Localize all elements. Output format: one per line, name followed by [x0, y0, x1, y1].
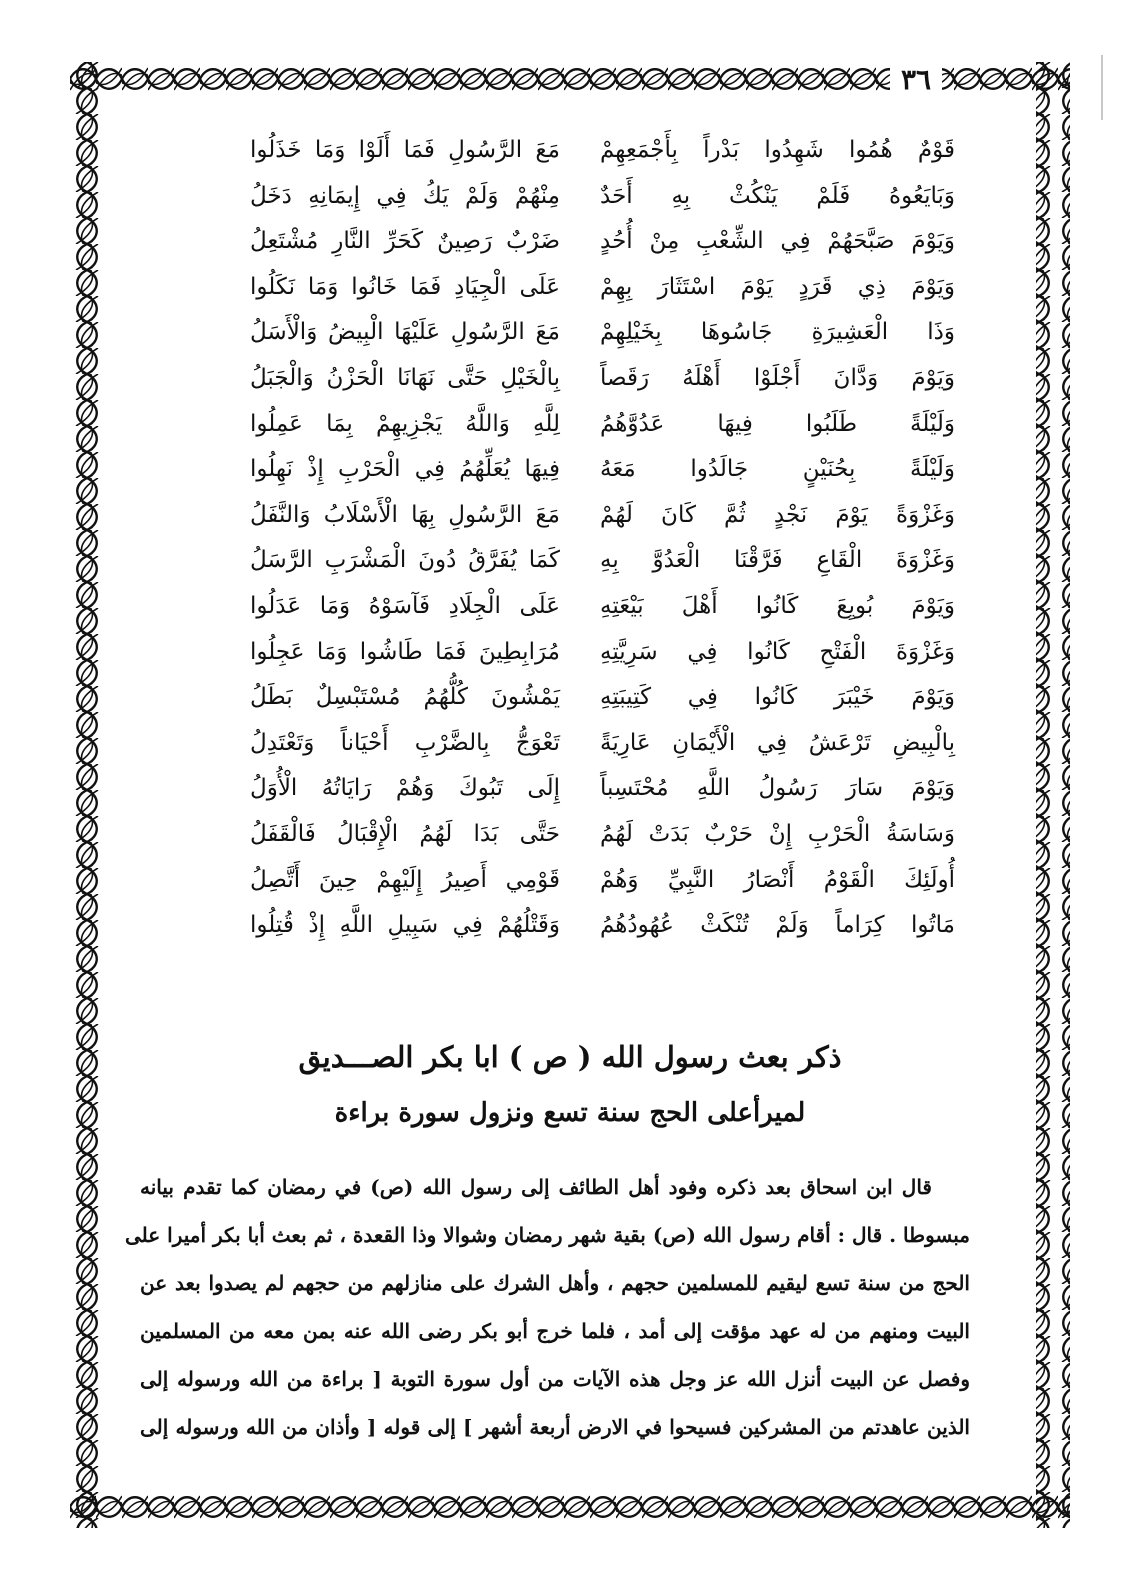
verse: [175, 402, 955, 448]
verse-first-hemistich: وَسَاسَةُ الْحَرْبِ إِنْ حَرْبٌ بَدَتْ لَهُمُ: [600, 820, 955, 847]
verse-second-hemistich: قَوْمِي أَصِيرُ إِلَيْهِمْ حِينَ أَتَّصِلُ: [250, 866, 560, 893]
prose-line: البيت ومنهم من له عهد مؤقت إلى أمد ، فلما خرج أبو بكر رضى الله عنه بمن معه من المسلمين: [140, 1319, 970, 1343]
prose-paragraph: [124, 1163, 970, 1451]
prose-line: الحج من سنة تسع ليقيم للمسلمين حجهم ، وأهل الشرك على منازلهم من حجهم لم يصدوا بعد عن: [140, 1271, 970, 1295]
verse-first-hemistich: قَوْمٌ هُمُوا شَهِدُوا بَدْراً بِأَجْمَعِهِمْ: [600, 137, 955, 163]
verse-second-hemistich: لِلَّهِ وَاللَّهُ يَجْزِيهِمْ بِمَا عَمِلُوا: [250, 410, 560, 437]
verse: [175, 493, 955, 539]
verse: [175, 584, 955, 630]
verse: [175, 356, 955, 402]
verse: [175, 675, 955, 721]
verse-first-hemistich: وَيَوْمَ بُويِعَ كَانُوا أَهْلَ بَيْعَتِهِ: [600, 592, 955, 619]
verse-second-hemistich: ضَرْبٌ رَصِينٌ كَحَرِّ النَّارِ مُشْتَعِلُ: [250, 228, 560, 255]
verse-second-hemistich: تَعْوَجُّ بِالضَّرْبِ أَحْيَاناً وَتَعْتَدِلُ: [250, 729, 560, 756]
verse: [175, 538, 955, 584]
verse: [175, 630, 955, 676]
verse: [175, 858, 955, 904]
verse-first-hemistich: وَذَا الْعَشِيرَةِ جَاسُوهَا بِخَيْلِهِمْ: [600, 319, 955, 346]
prose-line: قال ابن اسحاق بعد ذكره وفود أهل الطائف إلى رسول الله (ص) في رمضان كما تقدم بيانه: [140, 1175, 932, 1199]
verse: [175, 265, 955, 311]
verse: [175, 447, 955, 493]
verse-first-hemistich: وَيَوْمَ ذِي قَرَدٍ يَوْمَ اسْتَثَارَ بِهِمْ: [600, 273, 955, 300]
verse-second-hemistich: عَلَى الْجِلَادِ فَآسَوْهُ وَمَا عَدَلُوا: [250, 592, 560, 619]
poem: [175, 128, 955, 949]
margin-mark: [1101, 55, 1103, 120]
verse-first-hemistich: وَيَوْمَ وَدَّانَ أَجْلَوْا أَهْلَهُ رَقَصاً: [600, 364, 955, 391]
section-subheading: لميرأعلى الحج سنة تسع ونزول سورة براءة: [334, 1098, 806, 1128]
verse-first-hemistich: وَيَوْمَ خَيْبَرَ كَانُوا فِي كَتِيبَتِهِ: [600, 684, 955, 711]
verse-second-hemistich: عَلَى الْجِيَادِ فَمَا خَانُوا وَمَا نَكَلُوا: [250, 273, 560, 300]
verse: [175, 721, 955, 767]
verse-first-hemistich: وَغَزْوَةً يَوْمَ نَجْدٍ ثُمَّ كَانَ لَهُمْ: [600, 501, 955, 528]
verse-second-hemistich: مِنْهُمْ وَلَمْ يَكُ فِي إِيمَانِهِ دَخَلُ: [250, 182, 560, 209]
verse: [175, 310, 955, 356]
verse-first-hemistich: وَيَوْمَ سَارَ رَسُولُ اللَّهِ مُحْتَسِباً: [600, 775, 955, 802]
verse-second-hemistich: حَتَّى بَدَا لَهُمُ الْإِقْبَالُ فَالْقَفَلُ: [250, 820, 560, 847]
verse-first-hemistich: وَغَزْوَةَ الْقَاعِ فَرَّقْنَا الْعَدُوَّ بِهِ: [600, 547, 955, 574]
section-heading: ذكر بعث رسول الله ( ص ) ابا بكر الصـــديق: [298, 1040, 842, 1074]
verse-second-hemistich: كَمَا يُفَرَّقُ دُونَ الْمَشْرَبِ الرَّسَلُ: [250, 547, 560, 574]
verse-second-hemistich: إِلَى تَبُوكَ وَهُمْ رَايَاتُهُ الْأُوَلُ: [250, 775, 560, 802]
prose-line: وفصل عن البيت أنزل الله عز وجل هذه الآيات من أول سورة التوبة [ براءة من الله ورسوله إلى: [140, 1367, 970, 1391]
verse: [175, 128, 955, 174]
verse-second-hemistich: مَعَ الرَّسُولِ بِهَا الْأَسْلَابُ وَالنَّفَلُ: [250, 501, 560, 528]
prose-line: الذين عاهدتم من المشركين فسيحوا في الارض أربعة أشهر ] إلى قوله [ وأذان من الله ورسوله إلى: [140, 1415, 970, 1439]
verse-second-hemistich: مُرَابِطِينَ فَمَا طَاشُوا وَمَا عَجِلُوا: [250, 638, 560, 665]
verse-second-hemistich: يَمْشُونَ كُلُّهُمُ مُسْتَبْسِلٌ بَطَلُ: [250, 684, 560, 711]
verse-first-hemistich: أُولَئِكَ الْقَوْمُ أَنْصَارُ النَّبِيِّ وَهُمْ: [600, 866, 955, 893]
verse-first-hemistich: وَلَيْلَةً طَلَبُوا فِيهَا عَدُوَّهُمُ: [600, 410, 955, 437]
page-number: ٣٦: [890, 62, 942, 98]
verse: [175, 812, 955, 858]
verse-first-hemistich: وَغَزْوَةَ الْفَتْحِ كَانُوا فِي سَرِيَّتِهِ: [600, 638, 955, 665]
verse-first-hemistich: مَاتُوا كِرَاماً وَلَمْ تُنْكَثْ عُهُودُهُمُ: [600, 912, 955, 939]
verse-second-hemistich: مَعَ الرَّسُولِ عَلَيْهَا الْبِيضُ وَالْأَسَلُ: [250, 319, 560, 346]
verse-first-hemistich: وَلَيْلَةً بِحُنَيْنٍ جَالَدُوا مَعَهُ: [600, 456, 955, 483]
verse: [175, 766, 955, 812]
verse-second-hemistich: فِيهَا يُعَلِّهُمُ فِي الْحَرْبِ إِذْ نَهِلُوا: [250, 456, 560, 483]
verse: [175, 903, 955, 949]
verse-first-hemistich: وَيَوْمَ صَبَّحَهُمْ فِي الشِّعْبِ مِنْ أُحُدٍ: [600, 228, 955, 255]
verse-first-hemistich: بِالْبِيضِ تَرْعَشُ فِي الْأَيْمَانِ عَارِيَةً: [600, 729, 955, 756]
verse-second-hemistich: وَقَتْلُهُمْ فِي سَبِيلِ اللَّهِ إِذْ قُتِلُوا: [250, 912, 560, 939]
verse: [175, 174, 955, 220]
verse-second-hemistich: بِالْخَيْلِ حَتَّى نَهَانَا الْحَزْنُ وَالْجَبَلُ: [250, 364, 560, 391]
verse: [175, 219, 955, 265]
prose-line: مبسوطا . قال : أقام رسول الله (ص) بقية شهر رمضان وشوالا وذا القعدة ، ثم بعث أبا بكر أميرا على: [124, 1223, 970, 1247]
verse-second-hemistich: مَعَ الرَّسُولِ فَمَا أَلَوْا وَمَا خَذَلُوا: [250, 137, 560, 163]
verse-first-hemistich: وَبَايَعُوهُ فَلَمْ يَنْكُثْ بِهِ أَحَدٌ: [600, 182, 955, 209]
